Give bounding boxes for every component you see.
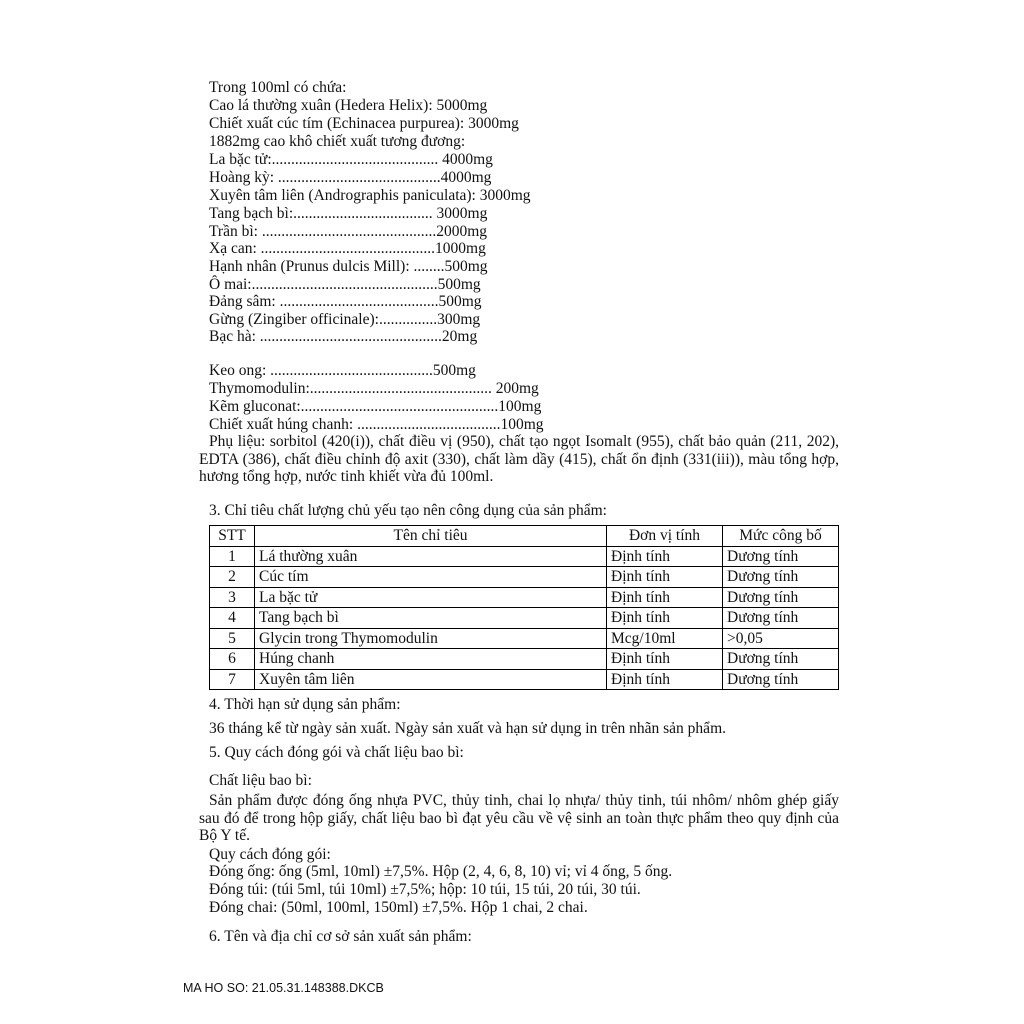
section3-title: 3. Chỉ tiêu chất lượng chủ yếu tạo nên công dụng của sản phẩm:	[209, 502, 607, 519]
material-label: Chất liệu bao bì:	[209, 772, 312, 789]
ingredient-line: Đảng sâm: .........................................500mg	[209, 293, 482, 310]
section6-title: 6. Tên và địa chỉ cơ sở sản xuất sản phẩm:	[209, 928, 472, 945]
ingredient-line: Cao lá thường xuân (Hedera Helix): 5000mg	[209, 97, 488, 114]
ingredient-line: Kẽm gluconat:...................................................100mg	[209, 398, 542, 415]
cell-level: Dương tính	[723, 567, 839, 588]
cell-stt: 1	[210, 546, 255, 567]
cell-stt: 6	[210, 649, 255, 670]
table-row	[210, 608, 839, 629]
composition-intro: Trong 100ml có chứa:	[209, 79, 347, 96]
quality-table	[209, 525, 839, 690]
excipients-paragraph: Phụ liệu: sorbitol (420(i)), chất điều vị (950), chất tạo ngọt Isomalt (955), chất bảo quản (211, 202), EDTA (386), chất điều chỉnh độ axit (330), chất làm dầy (415), chất ổn định (331(iii)), màu tổng hợp, hương tổng hợp, nước tinh khiết vừa đủ 100ml.	[199, 433, 839, 485]
ingredient-line: Chiết xuất cúc tím (Echinacea purpurea): 3000mg	[209, 115, 519, 132]
cell-unit: Mcg/10ml	[607, 628, 723, 649]
ingredient-line: Ô mai:................................................500mg	[209, 276, 481, 293]
cell-name: Xuyên tâm liên	[255, 669, 607, 690]
section4-text: 36 tháng kể từ ngày sản xuất. Ngày sản xuất và hạn sử dụng in trên nhãn sản phẩm.	[209, 720, 726, 737]
cell-name: La bặc tử	[255, 587, 607, 608]
cell-stt: 7	[210, 669, 255, 690]
packing-label: Quy cách đóng gói:	[209, 846, 331, 863]
ingredient-line: Chiết xuất húng chanh: .....................................100mg	[209, 416, 544, 433]
cell-level: >0,05	[723, 628, 839, 649]
packing-line: Đóng ống: ống (5ml, 10ml) ±7,5%. Hộp (2, 4, 6, 8, 10) vỉ; vỉ 4 ống, 5 ống.	[209, 863, 673, 880]
header-unit: Đơn vị tính	[607, 526, 723, 547]
cell-unit: Định tính	[607, 608, 723, 629]
ingredient-line: Hạnh nhân (Prunus dulcis Mill): ........500mg	[209, 258, 488, 275]
cell-level: Dương tính	[723, 649, 839, 670]
cell-stt: 3	[210, 587, 255, 608]
ingredient-line: Bạc hà: ...............................................20mg	[209, 328, 478, 345]
packing-line: Đóng chai: (50ml, 100ml, 150ml) ±7,5%. Hộp 1 chai, 2 chai.	[209, 899, 588, 916]
ingredient-line: Xạ can: .............................................1000mg	[209, 240, 486, 257]
cell-stt: 4	[210, 608, 255, 629]
cell-level: Dương tính	[723, 546, 839, 567]
ingredient-line: Keo ong: ..........................................500mg	[209, 362, 476, 379]
section5-title: 5. Quy cách đóng gói và chất liệu bao bì:	[209, 744, 464, 761]
ingredient-line: Hoàng kỳ: ..........................................4000mg	[209, 169, 492, 186]
ingredient-line: Gừng (Zingiber officinale):...............300mg	[209, 311, 481, 328]
cell-unit: Định tính	[607, 546, 723, 567]
cell-name: Húng chanh	[255, 649, 607, 670]
cell-name: Tang bạch bì	[255, 608, 607, 629]
cell-stt: 2	[210, 567, 255, 588]
table-row	[210, 628, 839, 649]
table-row	[210, 587, 839, 608]
cell-name: Glycin trong Thymomodulin	[255, 628, 607, 649]
cell-name: Lá thường xuân	[255, 546, 607, 567]
material-paragraph: Sản phẩm được đóng ống nhựa PVC, thủy tinh, chai lọ nhựa/ thủy tinh, túi nhôm/ nhôm ghép giấy sau đó để trong hộp giấy, chất liệu bao bì đạt yêu cầu về vệ sinh an toàn thực phẩm theo quy định của Bộ Y tế.	[199, 792, 839, 844]
ingredient-line: Xuyên tâm liên (Andrographis paniculata): 3000mg	[209, 187, 531, 204]
ingredient-line: La bặc tử:........................................... 4000mg	[209, 151, 493, 168]
cell-level: Dương tính	[723, 608, 839, 629]
ingredient-line: 1882mg cao khô chiết xuất tương đương:	[209, 133, 466, 150]
ingredient-line: Thymomodulin:............................................... 200mg	[209, 380, 539, 397]
table-header-row	[210, 526, 839, 547]
ingredient-line: Tang bạch bì:.................................... 3000mg	[209, 205, 488, 222]
cell-name: Cúc tím	[255, 567, 607, 588]
table-row	[210, 546, 839, 567]
packing-line: Đóng túi: (túi 5ml, túi 10ml) ±7,5%; hộp: 10 túi, 15 túi, 20 túi, 30 túi.	[209, 881, 641, 898]
cell-level: Dương tính	[723, 587, 839, 608]
cell-stt: 5	[210, 628, 255, 649]
table-row	[210, 669, 839, 690]
header-level: Mức công bố	[723, 526, 839, 547]
document-code: MA HO SO: 21.05.31.148388.DKCB	[183, 981, 384, 995]
ingredient-line: Trần bì: .............................................2000mg	[209, 223, 488, 240]
cell-unit: Định tính	[607, 669, 723, 690]
header-name: Tên chỉ tiêu	[255, 526, 607, 547]
table-row	[210, 567, 839, 588]
header-stt: STT	[210, 526, 255, 547]
cell-unit: Định tính	[607, 649, 723, 670]
section4-title: 4. Thời hạn sử dụng sản phẩm:	[209, 696, 401, 713]
cell-unit: Định tính	[607, 567, 723, 588]
cell-unit: Định tính	[607, 587, 723, 608]
cell-level: Dương tính	[723, 669, 839, 690]
table-row	[210, 649, 839, 670]
